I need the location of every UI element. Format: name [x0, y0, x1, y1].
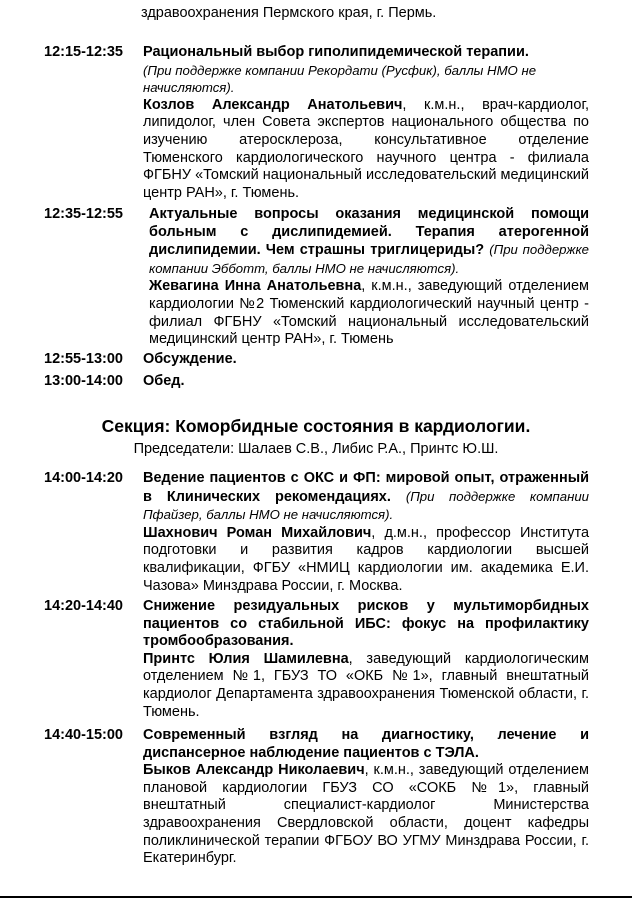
program-break [44, 351, 237, 369]
item-time: 14:20-14:40 [44, 598, 123, 614]
item-time: 12:35-12:55 [44, 206, 123, 222]
item-body [149, 206, 589, 349]
program-item [44, 470, 589, 595]
item-title-text: Актуальные вопросы оказания медицинской помощи больным с дислипидемией. Терапия атерогенной дислипидемии. Чем страшны триглицериды? [149, 206, 589, 259]
speaker-info: , к.м.н., заведующий отделением плановой кардиологии ГБУЗ СО «СОКБ №1», главный внештатный специалист-кардиолог Министерства здравоохранения Свердловской области, доцент кафедры поликлинической терапии ФГБОУ ВО УГМУ Минздрава России, г. Екатеринбург. [143, 762, 589, 867]
item-title [143, 44, 589, 62]
item-body [143, 598, 589, 721]
item-title [143, 598, 589, 651]
break-time: 13:00-14:00 [44, 373, 123, 389]
break-time: 12:55-13:00 [44, 351, 123, 367]
speaker-info: , заведующий кардиологическим отделением №1, ГБУЗ ТО «ОКБ №1», главный внештатный кардиолог Департамента здравоохранения Тюменской области, г. Тюмень. [143, 650, 589, 720]
program-break [44, 373, 185, 391]
speaker-name: Принтс Юлия Шамилевна [143, 650, 349, 667]
speaker-info: , д.м.н., профессор Института подготовки и развития кадров кардиологии высшей квалификации, ФГБУ «НМИЦ кардиологии им. академика Е.И. Чазова» Минздрава России, г. Москва. [143, 524, 590, 594]
item-title-text: Ведение пациентов с ОКС и ФП: мировой опыт, отраженный в Клинических рекомендациях. [143, 470, 589, 505]
item-time: 12:15-12:35 [44, 44, 123, 60]
item-body [143, 44, 589, 202]
item-speaker [143, 762, 589, 868]
item-title-text: Снижение резидуальных рисков у мультиморбидных пациентов со стабильной ИБС: фокус на профилактику тромбообразования. [143, 598, 589, 650]
item-body [143, 727, 589, 868]
item-title-text: Рациональный выбор гиполипидемической терапии. [143, 44, 529, 60]
speaker-name: Быков Александр Николаевич [143, 762, 365, 779]
program-item [44, 598, 589, 721]
item-speaker [143, 97, 589, 203]
item-title [143, 470, 589, 525]
section-chairs: Председатели: Шалаев С.В., Либис Р.А., Принтс Ю.Ш. [133, 441, 499, 457]
item-note: (При поддержке компании Рекордати (Русфик), баллы НМО не начисляются). [143, 62, 537, 96]
item-speaker [143, 651, 589, 721]
item-title-text: Современный взгляд на диагностику, лечение и диспансерное наблюдение пациентов с ТЭЛА. [143, 727, 589, 761]
item-speaker [143, 525, 589, 595]
speaker-name: Козлов Александр Анатольевич [143, 96, 403, 113]
item-note: (При поддержке компании Пфайзер, баллы НМО не начисляются). [143, 488, 590, 523]
item-speaker [149, 278, 589, 348]
item-time: 14:00-14:20 [44, 470, 123, 486]
speaker-info: , к.м.н., врач-кардиолог, липидолог, член Совета экспертов национального общества по изучению атеросклероза, консультативное отделение Тюменского кардиологического научного центра - филиала ФГБНУ «Томский национальный исследовательский медицинский центр РАН», г. Тюмень. [143, 96, 589, 201]
speaker-info: , к.м.н., заведующий отделением кардиологии №2 Тюменский кардиологический научный центр - филиал ФГБНУ «Томский национальный исследовательский медицинский центр РАН», г. Тюмень [149, 278, 589, 348]
page-bottom-rule [0, 896, 632, 898]
section-title: Секция: Коморбидные состояния в кардиологии. [101, 416, 531, 436]
item-body [143, 470, 589, 595]
program-item [44, 727, 589, 868]
speaker-name: Шахнович Роман Михайлович [143, 524, 372, 541]
item-note: (При поддержке компании Эбботт, баллы НМО не начисляются). [149, 242, 590, 276]
break-label: Обед. [143, 373, 185, 389]
continuation-text: здравоохранения Пермского края, г. Пермь. [141, 5, 437, 21]
item-title [149, 206, 589, 278]
program-item [44, 206, 589, 349]
item-title [143, 727, 589, 762]
break-label: Обсуждение. [143, 351, 237, 367]
item-time: 14:40-15:00 [44, 727, 123, 743]
program-item [44, 44, 589, 202]
speaker-name: Жевагина Инна Анатольевна [149, 278, 362, 295]
